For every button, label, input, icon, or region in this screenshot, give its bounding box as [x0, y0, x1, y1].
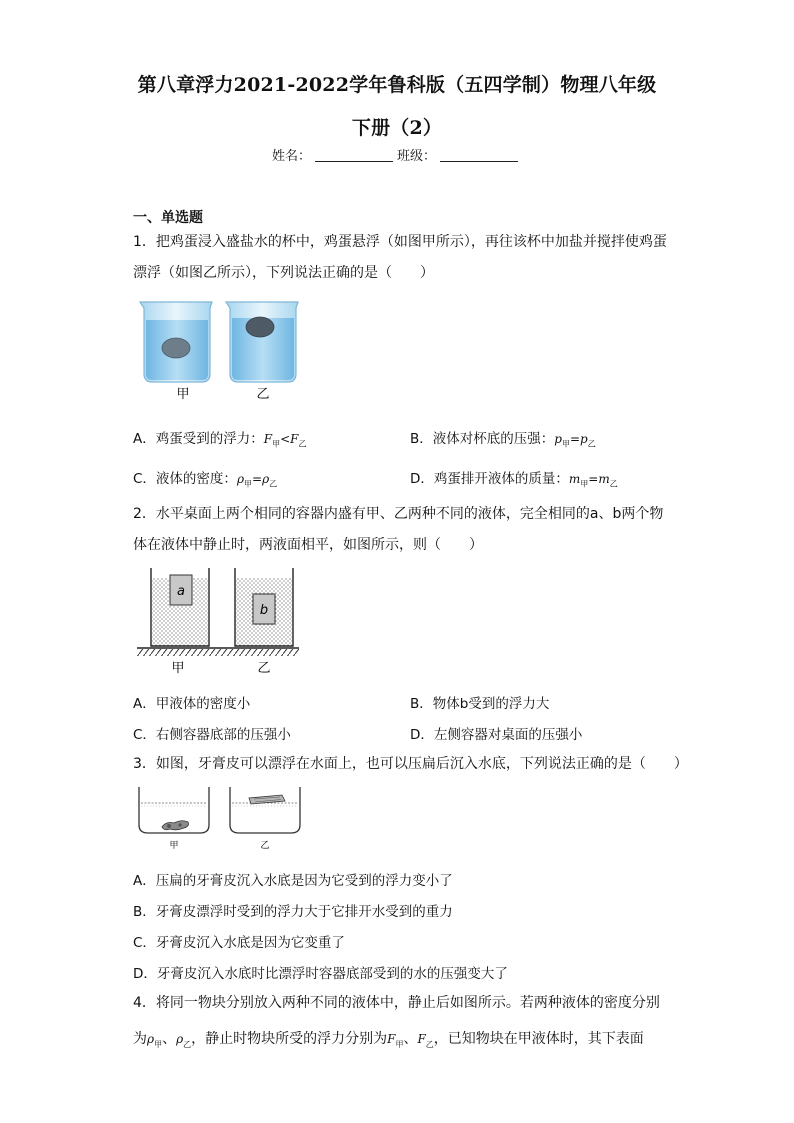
table-surface: [137, 648, 299, 656]
q2-figure: [133, 566, 303, 678]
q1-option-d[interactable]: D．鸡蛋排开液体的质量：$m_甲=m_乙$: [410, 471, 618, 489]
q1-stem-line2: 漂浮（如图乙所示），下列说法正确的是（ ）: [133, 265, 434, 281]
q1-option-a[interactable]: A．鸡蛋受到的浮力：$F_甲<F_乙$: [133, 431, 307, 449]
q3-fig-label-left: 甲: [169, 841, 179, 851]
q2-option-b[interactable]: B．物体b受到的浮力大: [410, 696, 550, 712]
q3-fig-label-right: 乙: [260, 841, 270, 851]
q2-option-c[interactable]: C．右侧容器底部的压强小: [133, 727, 291, 743]
q4-stem-line2: 为$\rho_甲$、$\rho_乙$，静止时物块所受的浮力分别为$F_甲$、$F_乙$，已知物块在甲液体时，其下表面: [133, 1031, 644, 1049]
student-info: [0, 145, 794, 164]
q1-option-c[interactable]: C．液体的密度：$\rho_甲=\rho_乙$: [133, 471, 278, 489]
section-heading: 一、单选题: [133, 210, 203, 226]
container-left: [151, 568, 209, 646]
q3-figure: [136, 785, 306, 853]
block-b-label: b: [259, 603, 269, 618]
q3-option-b[interactable]: B．牙膏皮漂浮时受到的浮力大于它排开水受到的重力: [133, 904, 453, 920]
cup-right: [230, 787, 300, 833]
cup-left: [139, 787, 209, 833]
egg-floating: [246, 317, 274, 337]
container-right: [235, 568, 293, 646]
q2-option-a[interactable]: A．甲液体的密度小: [133, 696, 251, 712]
q3-option-c[interactable]: C．牙膏皮沉入水底是因为它变重了: [133, 935, 345, 951]
toothpaste-sunk: [162, 821, 189, 830]
q1-stem-line1: 1．把鸡蛋浸入盛盐水的杯中，鸡蛋悬浮（如图甲所示），再往该杯中加盐并搅拌使鸡蛋: [133, 234, 667, 250]
name-blank[interactable]: [315, 161, 393, 162]
q1-option-b[interactable]: B．液体对杯底的压强：$p_甲=p_乙$: [410, 431, 596, 449]
q2-option-d[interactable]: D．左侧容器对桌面的压强小: [410, 727, 583, 743]
q3-stem-line1: 3．如图，牙膏皮可以漂浮在水面上，也可以压扁后沉入水底，下列说法正确的是（ ）: [133, 756, 688, 772]
beaker-right: [226, 302, 298, 382]
class-label: 班级：: [397, 149, 437, 164]
q1-figure: [136, 298, 306, 404]
page-title-line2: 下册（2）: [351, 117, 443, 139]
block-a-label: a: [177, 584, 185, 599]
q3-option-a[interactable]: A．压扁的牙膏皮沉入水底是因为它受到的浮力变小了: [133, 873, 453, 889]
q4-stem-line1: 4．将同一物块分别放入两种不同的液体中，静止后如图所示。若两种液体的密度分别: [133, 995, 660, 1011]
q3-option-d[interactable]: D．牙膏皮沉入水底时比漂浮时容器底部受到的水的压强变大了: [133, 966, 508, 982]
beaker-left: [140, 302, 212, 382]
q1-fig-label-right: 乙: [256, 387, 270, 402]
q1-fig-label-left: 甲: [176, 387, 190, 402]
q2-fig-label-right: 乙: [257, 661, 271, 676]
q2-fig-label-left: 甲: [171, 661, 185, 676]
page-title: 第八章浮力2021-2022学年鲁科版（五四学制）物理八年级: [137, 74, 657, 96]
egg-suspended: [162, 338, 190, 358]
q2-stem-line2: 体在液体中静止时，两液面相平，如图所示，则（ ）: [133, 537, 483, 553]
name-label: 姓名：: [271, 149, 311, 164]
class-blank[interactable]: [440, 161, 518, 162]
q2-stem-line1: 2．水平桌面上两个相同的容器内盛有甲、乙两种不同的液体，完全相同的a、b两个物: [133, 506, 664, 522]
